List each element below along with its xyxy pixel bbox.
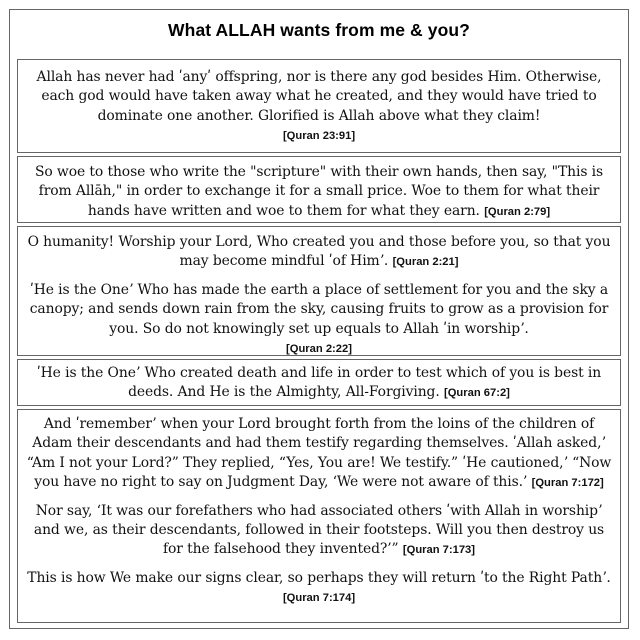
- paragraph-gap: [24, 273, 614, 281]
- verse-reference: [Quran 23:91]: [282, 130, 356, 143]
- verse-text: And ʹrememberʼ when your Lord brought forth from the loins of the children of Adam their descendants and had them testify regarding themselves. ʹAllah asked,ʼ “Am I not your Lord?” They replied, “Yes, You are! We testify.” ʹHe cautioned,ʼ “Now you have no right to say on Judgment Day, ‘We were not aware of this.’: [26, 416, 612, 491]
- verse-text: This is how We make our signs clear, so perhaps they will return ʹto the Right Pathʼ.: [27, 569, 611, 586]
- verse-paragraph: [24, 233, 614, 273]
- verse-paragraph: [24, 569, 614, 609]
- verse-reference: [Quran 2:21]: [392, 256, 459, 269]
- verse-box: [17, 226, 621, 356]
- verse-reference: [Quran 7:172]: [531, 477, 604, 490]
- verse-reference: [Quran 67:2]: [444, 387, 510, 400]
- verse-box: [17, 359, 621, 406]
- paragraph-gap: [24, 561, 614, 569]
- poster-frame: [9, 9, 629, 629]
- paragraph-gap: [24, 494, 614, 502]
- verse-box: [17, 409, 621, 623]
- verse-reference: [Quran 2:79]: [484, 205, 551, 218]
- verse-paragraph: [24, 364, 614, 404]
- verse-paragraph: [24, 68, 614, 147]
- verse-text: ʹHe is the Oneʼ Who created death and life in order to test which of you is best in deeds. And He is the Almighty, All-Forgiving.: [36, 365, 602, 401]
- verse-text: Allah has never had ʹanyʹ offspring, nor is there any god besides Him. Otherwise, each god would have taken away what he created, and they would have tried to dominate one another. Glorified is Allah above what they claim!: [36, 69, 602, 124]
- verse-paragraph: [24, 281, 614, 360]
- verse-paragraph: [24, 502, 614, 561]
- verse-paragraph: [24, 163, 614, 222]
- verse-text: O humanity! Worship your Lord, Who created you and those before you, so that you may become mindful ʹof Himʼ.: [27, 234, 611, 270]
- verse-box: [17, 156, 621, 223]
- page-title: What ALLAH wants from me & you?: [168, 20, 470, 40]
- verse-text: So woe to those who write the "scripture" with their own hands, then say, "This is from Allāh," in order to exchange it for a small price. Woe to them for what their hands have written and woe to them for what they earn.: [34, 164, 604, 219]
- verse-reference: [Quran 2:22]: [286, 343, 352, 356]
- verse-paragraph: [24, 415, 614, 494]
- verse-reference: [Quran 7:174]: [282, 592, 356, 605]
- verse-box: [17, 59, 621, 153]
- verse-reference: [Quran 7:173]: [402, 544, 476, 557]
- verse-text: Nor say, ‘It was our forefathers who had associated others ʹwith Allah in worshipʼ and we, as their descendants, followed in their footsteps. Will you then destroy us for the falsehood they invented?’”: [33, 502, 605, 558]
- verse-text: ʹHe is the Oneʼ Who has made the earth a place of settlement for you and the sky a canopy; and sends down rain from the sky, causing fruits to grow as a provision for you. So do not knowingly set up equals to Allah ʹin worshipʼ.: [29, 281, 609, 337]
